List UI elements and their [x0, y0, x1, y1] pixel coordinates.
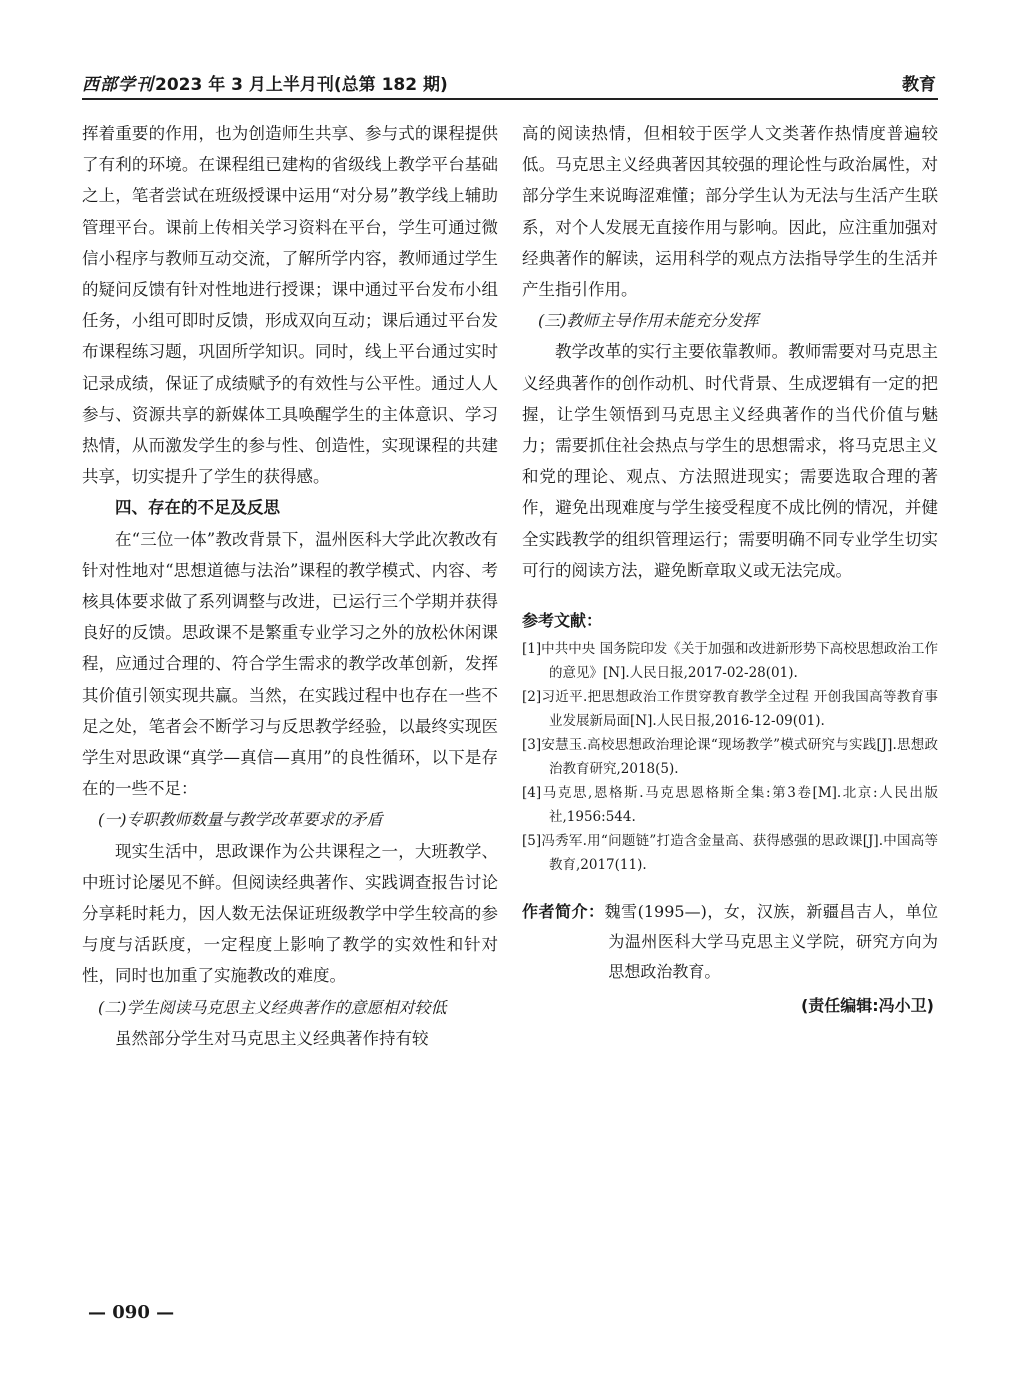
issue-info: 2023 年 3 月上半月刊(总第 182 期) — [155, 75, 448, 95]
left-column — [82, 118, 498, 1054]
reference-item: [3]安慧玉.高校思想政治理论课“现场教学”模式研究与实践[J].思想政治教育研究,2018(5). — [522, 737, 938, 778]
author-bio — [522, 897, 938, 987]
paragraph: 现实生活中，思政课作为公共课程之一，大班教学、中班讨论屡见不鲜。但阅读经典著作、实践调查报告讨论分享耗时耗力，因人数无法保证班级教学中学生较高的参与度与活跃度，一定程度上影响了教学的实效性和针对性，同时也加重了实施教改的难度。 — [82, 841, 498, 986]
section-heading: 四、存在的不足及反思 — [115, 498, 280, 518]
page-number: — 090 — — [88, 1302, 175, 1323]
responsible-editor: (责任编辑:冯小卫) — [800, 996, 934, 1016]
journal-issue-line — [82, 70, 448, 95]
paragraph: 挥着重要的作用，也为创造师生共享、参与式的课程提供了有利的环境。在课程组已建构的省级线上教学平台基础之上，笔者尝试在班级授课中运用“对分易”教学线上辅助管理平台。课前上传相关学习资料在平台，学生可通过微信小程序与教师互动交流，了解所学内容，教师通过学生的疑问反馈有针对性地进行授课；课中通过平台发布小组任务，小组可即时反馈，形成双向互动；课后通过平台发布课程练习题，巩固所学知识。同时，线上平台通过实时记录成绩，保证了成绩赋予的有效性与公平性。通过人人参与、资源共享的新媒体工具唤醒学生的主体意识、学习热情，从而激发学生的参与性、创造性，实现课程的共建共享，切实提升了学生的获得感。 — [82, 124, 498, 487]
paragraph: 在“三位一体”教改背景下，温州医科大学此次教改有针对性地对“思想道德与法治”课程的教学模式、内容、考核具体要求做了系列调整与改进，已运行三个学期并获得良好的反馈。思政课不是繁重专业学习之外的放松休闲课程，应通过合理的、符合学生需求的教学改革创新，发挥其价值引领实现共赢。当然，在实践过程中也存在一些不足之处，笔者会不断学习与反思教学经验，以最终实现医学生对思政课“真学—真信—真用”的良性循环，以下是存在的一些不足： — [82, 529, 498, 799]
paragraph: 虽然部分学生对马克思主义经典著作持有较 — [115, 1028, 429, 1048]
right-column — [522, 118, 938, 1016]
references-title: 参考文献： — [522, 611, 603, 631]
author-bio-label: 作者简介： — [522, 902, 605, 922]
paragraph: 高的阅读热情，但相较于医学人文类著作热情度普遍较低。马克思主义经典著因其较强的理论性与政治属性，对部分学生来说晦涩难懂；部分学生认为无法与生活产生联系，对个人发展无直接作用与影响。因此，应注重加强对经典著作的解读，运用科学的观点方法指导学生的生活并产生指引作用。 — [522, 124, 938, 300]
paragraph: 教学改革的实行主要依靠教师。教师需要对马克思主义经典著作的创作动机、时代背景、生成逻辑有一定的把握，让学生领悟到马克思主义经典著作的当代价值与魅力；需要抓住社会热点与学生的思想需求，将马克思主义和党的理论、观点、方法照进现实；需要选取合理的著作，避免出现难度与学生接受程度不成比例的情况，并健全实践教学的组织管理运行；需要明确不同专业学生切实可行的阅读方法，避免断章取义或无法完成。 — [522, 342, 938, 580]
subsection-heading: (二)学生阅读马克思主义经典著作的意愿相对较低 — [98, 997, 447, 1017]
reference-item: [1]中共中央 国务院印发《关于加强和改进新形势下高校思想政治工作的意见》[N].人民日报,2017-02-28(01). — [522, 641, 938, 682]
reference-item: [2]习近平.把思想政治工作贯穿教育教学全过程 开创我国高等教育事业发展新局面[N].人民日报,2016-12-09(01). — [522, 689, 938, 730]
reference-item: [4]马克思,恩格斯.马克思恩格斯全集:第3卷[M].北京:人民出版社,1956:544. — [522, 785, 938, 826]
reference-item: [5]冯秀军.用“问题链”打造含金量高、获得感强的思政课[J].中国高等教育,2017(11). — [522, 833, 938, 874]
journal-logo: 西部学刊 — [82, 75, 154, 95]
reference-list — [522, 637, 938, 877]
author-bio-text: 魏雪(1995—)，女，汉族，新疆昌吉人，单位为温州医科大学马克思主义学院，研究方向为思想政治教育。 — [604, 902, 938, 982]
section-label: 教育 — [902, 75, 936, 95]
subsection-heading: (一)专职教师数量与教学改革要求的矛盾 — [98, 810, 383, 830]
page-header — [82, 68, 938, 100]
subsection-heading: (三)教师主导作用未能充分发挥 — [538, 311, 759, 331]
